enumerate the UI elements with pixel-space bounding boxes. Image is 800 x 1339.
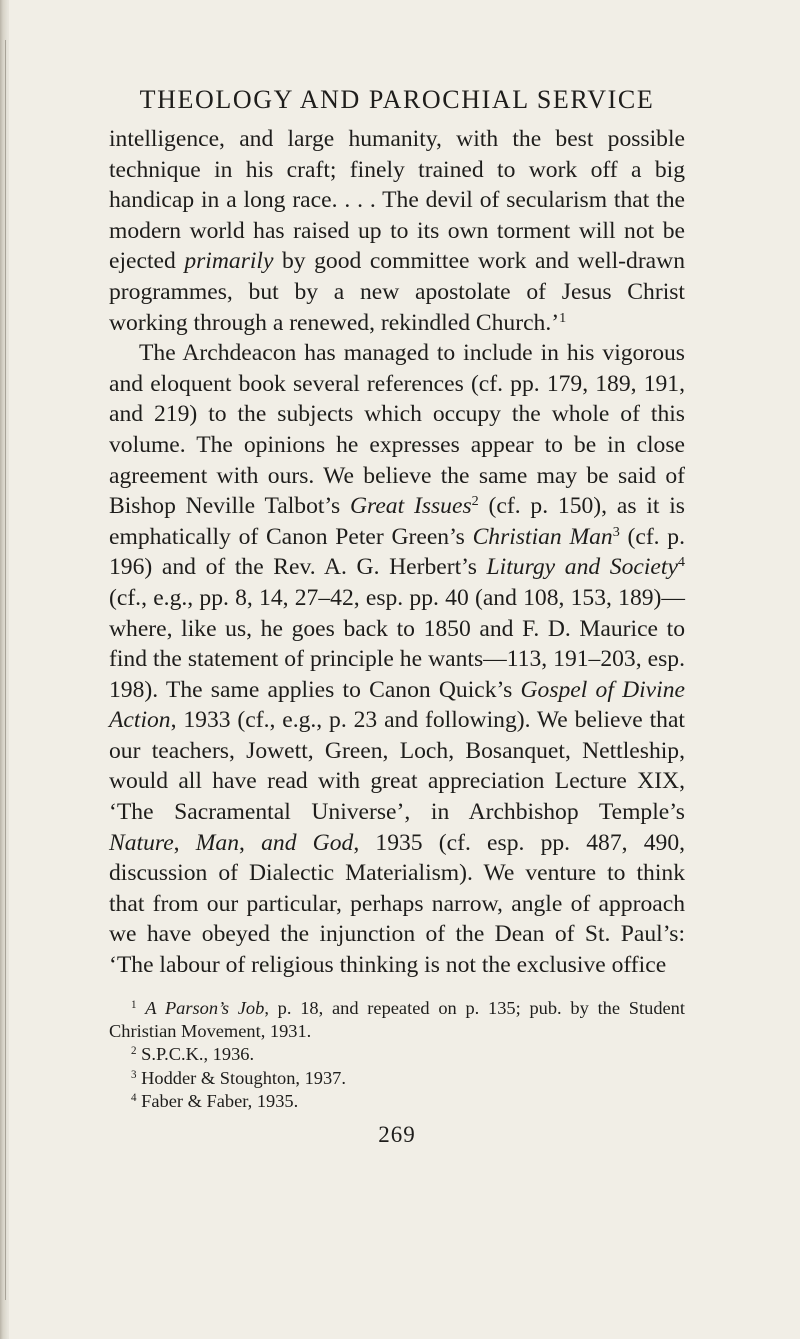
p2-text-7: , xyxy=(239,829,262,856)
p2-text-3: (cf. p. 196) and of the Rev. A. G. Herbert’s xyxy=(109,523,685,581)
footnote-3 xyxy=(109,1067,685,1090)
footnotes xyxy=(109,997,685,1114)
footnote-number: 2 xyxy=(131,1045,137,1058)
footnote-ref-3: 3 xyxy=(612,523,620,540)
footnote-text: Hodder & Stoughton, 1937. xyxy=(141,1067,346,1088)
footnote-4 xyxy=(109,1090,685,1113)
book-page xyxy=(109,84,685,1148)
p1-text-2: by good committee work and well-drawn programmes, but by a new apostolate of Jesus Christ working through a renewed, rekindled Church.’ xyxy=(109,248,685,336)
p1-italic-primarily: primarily xyxy=(184,248,274,275)
title-nature: Nature xyxy=(109,829,174,856)
footnote-text: Faber & Faber, 1935. xyxy=(141,1091,299,1112)
footnote-ref-1: 1 xyxy=(559,309,567,326)
page-number: 269 xyxy=(378,1121,416,1147)
p2-text-4: (cf., e.g., pp. 8, 14, 27–42, esp. pp. 40 (and 108, 153, 189)—where, like us, he goes back to 1850 and F. D. Maurice to find the statement of principle he wants—113, 191–203, esp. 198). The same applies to Canon Quick’s xyxy=(109,584,685,703)
footnote-ref-2: 2 xyxy=(471,493,479,510)
title-great-issues: Great Issues xyxy=(349,493,472,520)
footnote-ref-4: 4 xyxy=(677,554,685,571)
footnote-number: 4 xyxy=(131,1092,137,1105)
p2-text-6: , xyxy=(173,829,196,856)
footnote-text: , p. 18, and repeated on p. 135; pub. by the Student Christian Movement, 1931. xyxy=(109,997,685,1042)
footnote-text: S.P.C.K., 1936. xyxy=(141,1044,255,1065)
paragraph-1 xyxy=(109,124,685,338)
p2-text-1: The Archdeacon has managed to include in his vigorous and eloquent book several references (cf. pp. 179, 189, 191, and 219) to the subjects which occupy the whole of this volume. The opinions he expresses appear to be in close agreement with ours. We believe the same may be said of Bishop Neville Talbot’s xyxy=(109,340,685,520)
footnote-title: A Parson’s Job xyxy=(145,997,265,1018)
p2-text-5: , 1933 (cf., e.g., p. 23 and following). We believe that our teachers, Jowett, Green, Loch, Bosanquet, Nettleship, would all have read with great appreciation Lecture XIX, ‘The Sacramental Universe’, in Archbishop Temple’s xyxy=(109,707,685,826)
binding-line xyxy=(5,40,6,1300)
footnote-number: 3 xyxy=(131,1068,137,1081)
title-liturgy-and-society: Liturgy and Society xyxy=(486,554,678,581)
paragraph-2 xyxy=(109,338,685,980)
running-head: THEOLOGY AND PAROCHIAL SERVICE xyxy=(139,85,655,114)
title-man: Man xyxy=(195,829,240,856)
p2-text-2: (cf. p. 150), as it is emphatically of Canon Peter Green’s xyxy=(109,493,685,550)
title-and-god: and God xyxy=(261,829,354,856)
title-christian-man: Christian Man xyxy=(472,523,613,550)
footnote-number: 1 xyxy=(131,998,137,1011)
body-text xyxy=(109,124,685,981)
p1-text-1: intelligence, and large humanity, with the best possible technique in his craft; finely trained to work off a big handicap in a long race. . . . The devil of secularism that the modern world has raised up to its own torment will not be ejected xyxy=(109,126,685,275)
footnote-2 xyxy=(109,1043,685,1066)
title-gospel-of-divine-action: Gospel of Divine Action xyxy=(109,676,685,734)
footnote-1 xyxy=(109,997,685,1044)
p2-text-8: , 1935 (cf. esp. pp. 487, 490, discussion of Dialectic Materialism). We venture to think that from our particular, perhaps narrow, angle of approach we have obeyed the injunction of the Dean of St. Paul’s: ‘The labour of religious thinking is not the exclusive office xyxy=(109,829,686,979)
